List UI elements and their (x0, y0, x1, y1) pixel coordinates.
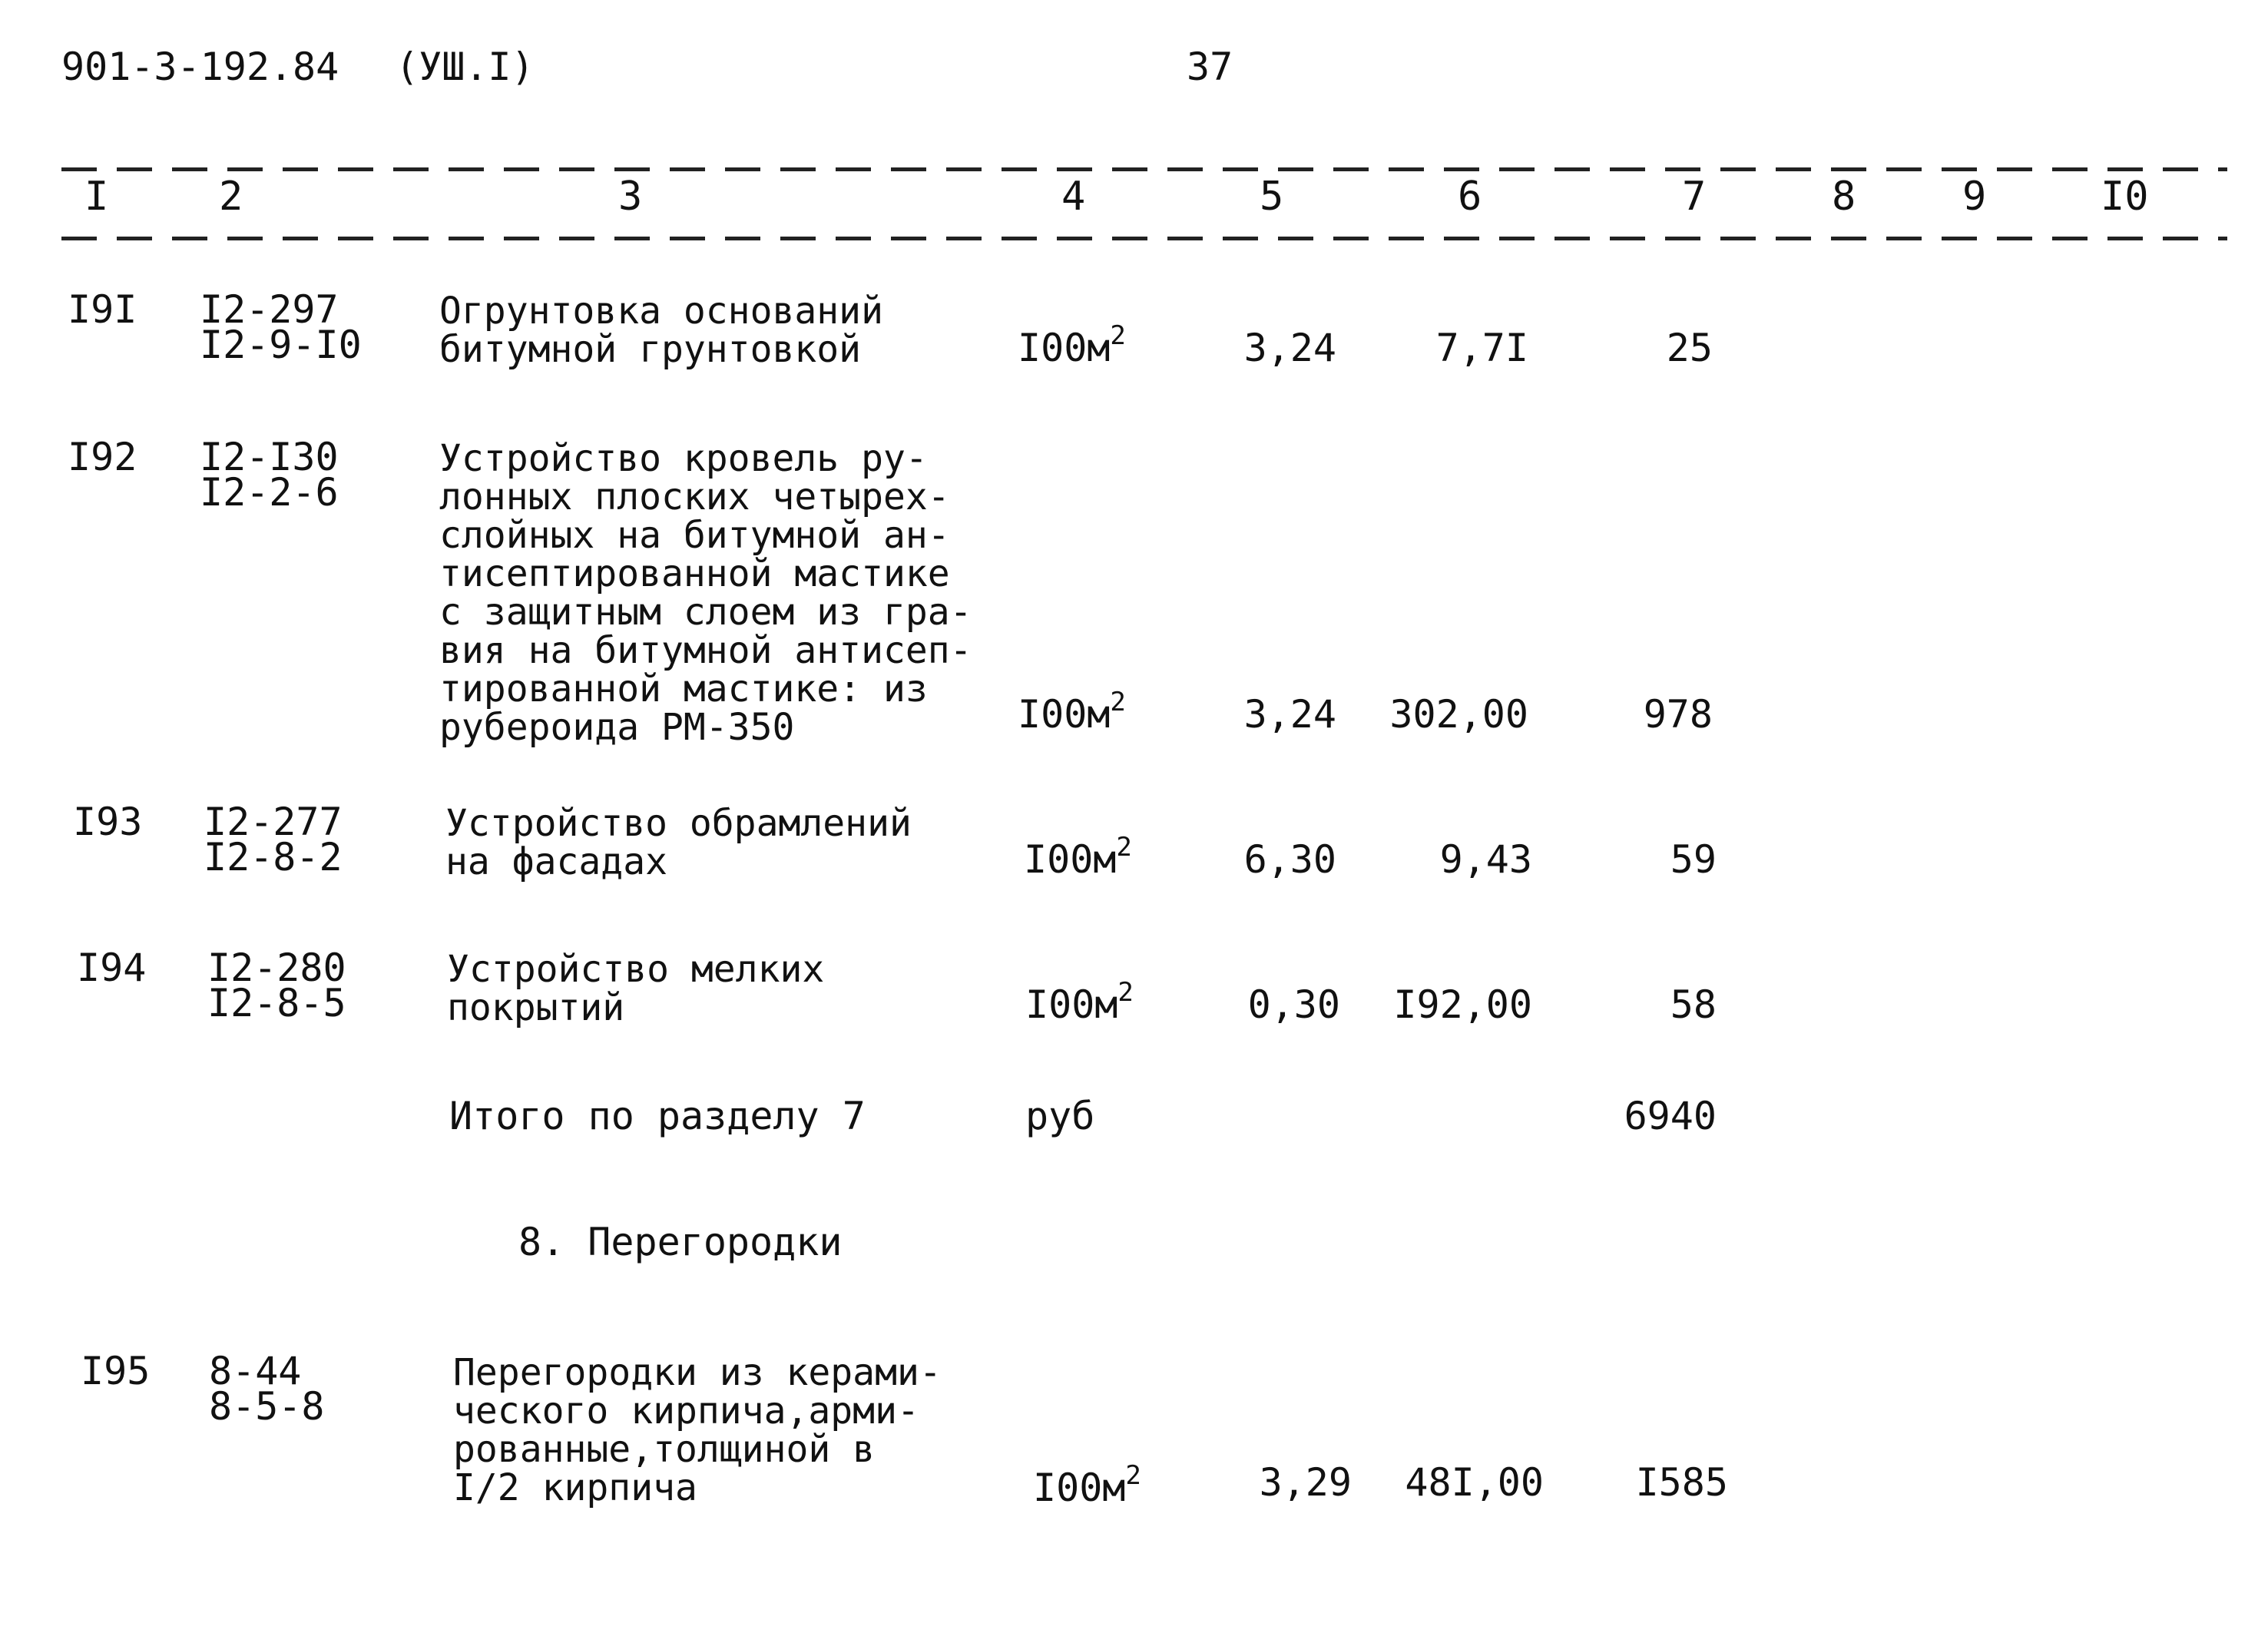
section-total-unit: руб (1025, 1094, 1095, 1138)
page-number: 37 (1187, 45, 1233, 89)
header-top-rule (61, 167, 2227, 171)
work-description: Устройство мелких покрытий (447, 948, 825, 1029)
code-primary: I2-297 (200, 287, 339, 332)
unit-price: 9,43 (1439, 837, 1532, 882)
row-number: I95 (81, 1349, 151, 1393)
col-header-5: 5 (1260, 174, 1284, 220)
code-secondary: I2-9-I0 (200, 323, 362, 367)
unit-power: 2 (1117, 977, 1134, 1008)
total-cost: I585 (1635, 1460, 1728, 1505)
work-description: Устройство кровель ру- лонных плоских четырех- слойных на битумной ан- тисептированной мастике с защитным слоем из гра- вия на битумной антисеп- тированной мастике: из рубероида РМ-350 (439, 437, 972, 749)
unit-price: I92,00 (1393, 982, 1532, 1027)
unit-base: I00м (1025, 982, 1118, 1027)
quantity: 6,30 (1243, 837, 1336, 882)
unit-price: 7,7I (1435, 326, 1528, 370)
unit (1018, 687, 1126, 737)
col-header-9: 9 (1962, 174, 1987, 220)
work-description: Перегородки из керами- ческого кирпича,арми- рованные,толщиной в I/2 кирпича (453, 1351, 942, 1509)
quantity: 3,29 (1259, 1460, 1352, 1505)
total-cost: 978 (1643, 692, 1713, 737)
row-number: I94 (77, 946, 147, 990)
section-total-value: 6940 (1624, 1094, 1717, 1138)
unit-price: 48I,00 (1405, 1460, 1544, 1505)
quantity: 0,30 (1247, 982, 1340, 1027)
section-total-label: Итого по разделу 7 (449, 1094, 866, 1138)
unit (1033, 1460, 1141, 1510)
code-primary: 8-44 (209, 1349, 302, 1393)
code-secondary: I2-8-2 (204, 835, 343, 879)
col-header-4: 4 (1061, 174, 1086, 220)
code-primary: I2-I30 (200, 435, 339, 479)
volume-label: (УШ.I) (396, 45, 535, 89)
total-cost: 25 (1666, 326, 1713, 370)
unit-base: I00м (1024, 837, 1117, 882)
row-number: I93 (73, 800, 143, 844)
code-primary: I2-280 (207, 946, 346, 990)
unit (1025, 977, 1134, 1027)
col-header-6: 6 (1458, 174, 1482, 220)
total-cost: 59 (1670, 837, 1717, 882)
unit-power: 2 (1125, 1460, 1141, 1491)
unit (1024, 832, 1132, 882)
code-primary: I2-277 (204, 800, 343, 844)
code-secondary: I2-8-5 (207, 981, 346, 1025)
unit-base: I00м (1018, 326, 1111, 370)
unit-power: 2 (1110, 687, 1126, 717)
col-header-3: 3 (618, 174, 643, 220)
unit-power: 2 (1110, 320, 1126, 351)
total-cost: 58 (1670, 982, 1717, 1027)
quantity: 3,24 (1243, 326, 1336, 370)
header-bottom-rule (61, 237, 2227, 240)
unit-base: I00м (1018, 692, 1111, 737)
unit-power: 2 (1116, 832, 1132, 863)
col-header-10: I0 (2101, 174, 2149, 220)
quantity: 3,24 (1243, 692, 1336, 737)
col-header-7: 7 (1682, 174, 1707, 220)
document-code: 901-3-192.84 (61, 45, 339, 89)
col-header-2: 2 (219, 174, 243, 220)
code-secondary: 8-5-8 (209, 1384, 325, 1429)
code-secondary: I2-2-6 (200, 470, 339, 515)
unit (1018, 320, 1126, 370)
work-description: Устройство обрамлений на фасадах (445, 802, 912, 883)
section-heading: 8. Перегородки (518, 1220, 843, 1264)
col-header-8: 8 (1832, 174, 1856, 220)
unit-base: I00м (1033, 1466, 1126, 1510)
work-description: Огрунтовка оснований битумной грунтовкой (439, 290, 883, 371)
col-header-1: I (84, 174, 109, 220)
row-number: I9I (68, 287, 137, 332)
unit-price: 302,00 (1389, 692, 1528, 737)
row-number: I92 (68, 435, 137, 479)
